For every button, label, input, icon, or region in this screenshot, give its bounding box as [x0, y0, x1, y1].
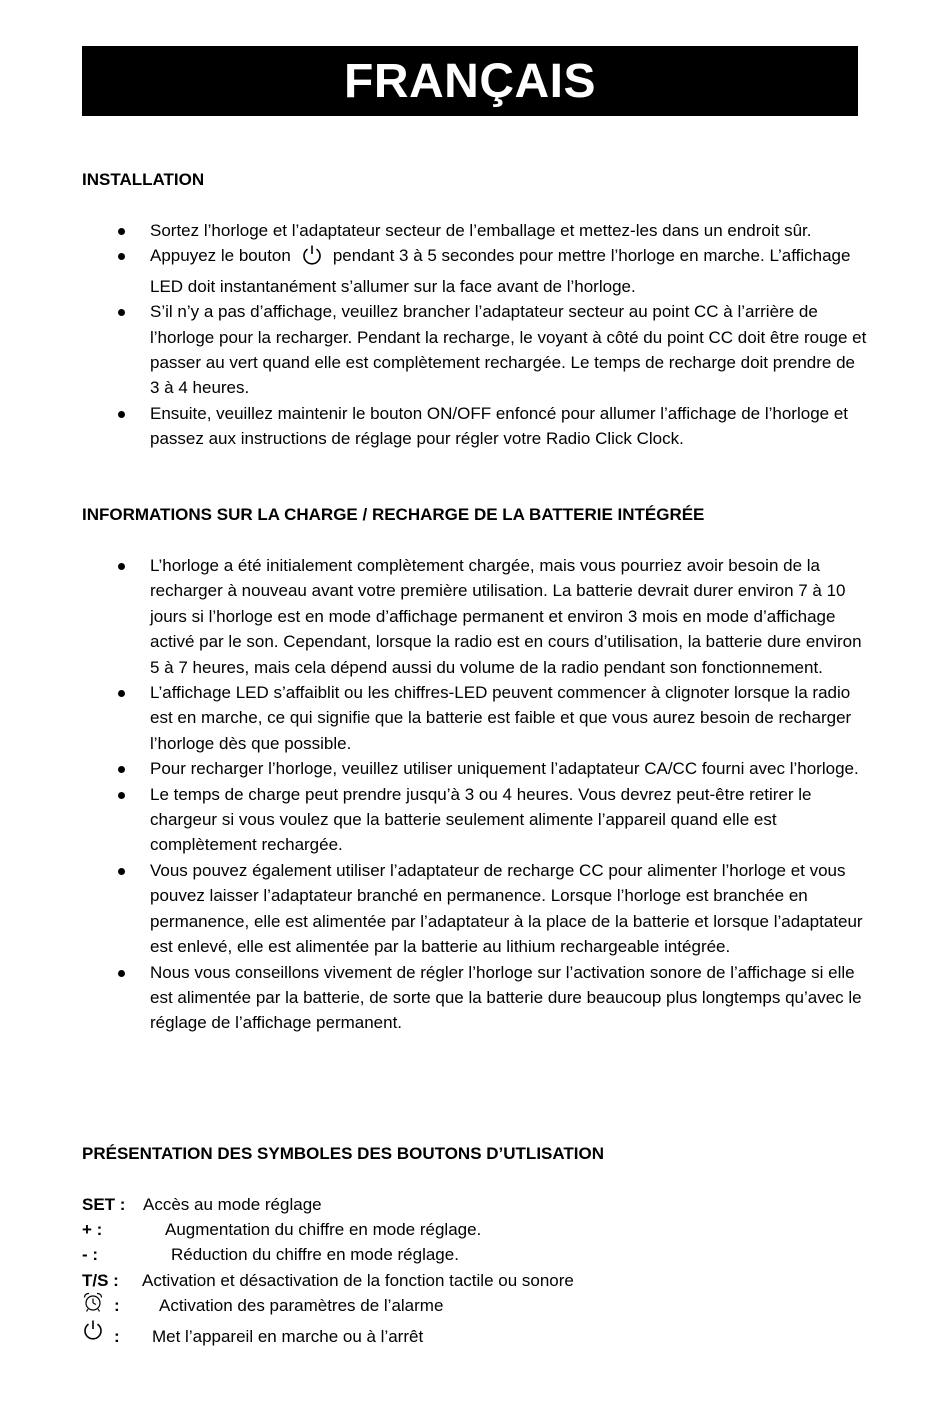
power-icon	[82, 1319, 104, 1347]
list-item: L’horloge a été initialement complètement chargée, mais vous pourriez avoir besoin de la recharger à nouveau avant votre première utilisation. La batterie devrait durer environ 7 à 10 jours si l’horloge est en mode d’affichage permanent et environ 3 mois en mode d’affichage activé par le son. Cependant, lorsque la radio est en cours d’utilisation, la batterie dure environ 5 à 7 heures, mais cela dépend aussi du volume de la radio pendant son fonctionnement.	[118, 553, 868, 680]
symbol-key: + :	[82, 1220, 103, 1239]
symbol-desc: Augmentation du chiffre en mode réglage.	[165, 1220, 482, 1239]
symbol-row-set	[82, 1194, 322, 1216]
list-item: L’affichage LED s’affaiblit ou les chiffres-LED peuvent commencer à clignoter lorsque la radio est en marche, ce qui signifie que la batterie est faible et que vous aurez besoin de recharger l’horloge dès que possible.	[118, 680, 868, 756]
item-text-after-icon: pendant 3 à 5 secondes pour mettre l’horloge en marche. L’affichage LED doit instantanément s’allumer sur la face avant de l’horloge.	[150, 246, 851, 296]
symbol-key: - :	[82, 1245, 99, 1264]
symbol-row-plus	[82, 1219, 482, 1241]
symbol-desc: Accès au mode réglage	[143, 1195, 322, 1214]
battery-heading: INFORMATIONS SUR LA CHARGE / RECHARGE DE LA BATTERIE INTÉGRÉE	[82, 505, 705, 524]
power-icon	[301, 244, 323, 273]
battery-list	[118, 553, 868, 1036]
title-banner	[82, 46, 858, 116]
list-item: S’il n’y a pas d’affichage, veuillez brancher l’adaptateur secteur au point CC à l’arrière de l’horloge pour la recharger. Pendant la recharge, le voyant à côté du point CC doit être rouge et passer au vert quand elle est complètement rechargée. Le temps de recharge doit prendre de 3 à 4 heures.	[118, 299, 868, 401]
installation-heading: INSTALLATION	[82, 170, 205, 189]
installation-list	[118, 218, 868, 452]
list-item: Ensuite, veuillez maintenir le bouton ON/OFF enfoncé pour allumer l’affichage de l’horloge et passez aux instructions de réglage pour régler votre Radio Click Clock.	[118, 401, 868, 452]
list-item: Pour recharger l’horloge, veuillez utiliser uniquement l’adaptateur CA/CC fourni avec l’horloge.	[118, 756, 868, 781]
symbol-desc: Réduction du chiffre en mode réglage.	[171, 1245, 459, 1264]
item-text-before-icon: Appuyez le bouton	[150, 246, 291, 266]
list-item	[118, 243, 868, 299]
list-item: Vous pouvez également utiliser l’adaptateur de recharge CC pour alimenter l’horloge et vous pouvez laisser l’adaptateur branché en permanence. Lorsque l’horloge est branchée en permanence, elle est alimentée par l’adaptateur à la place de la batterie et lorsque l’adaptateur est enlevé, elle est alimentée par la batterie au lithium rechargeable intégrée.	[118, 858, 868, 960]
symbol-key: :	[114, 1327, 120, 1346]
symbol-key: :	[114, 1296, 120, 1315]
symbol-row-minus	[82, 1244, 459, 1266]
symbol-desc: Activation et désactivation de la fonction tactile ou sonore	[142, 1271, 574, 1290]
symbol-key: SET :	[82, 1195, 126, 1214]
alarm-clock-icon	[82, 1291, 104, 1319]
symbol-desc: Met l’appareil en marche ou à l’arrêt	[152, 1327, 424, 1346]
symbol-desc: Activation des paramètres de l’alarme	[159, 1296, 444, 1315]
page-title: FRANÇAIS	[344, 54, 596, 108]
list-item: Sortez l’horloge et l’adaptateur secteur de l’emballage et mettez-les dans un endroit sûr.	[118, 218, 868, 243]
list-item: Nous vous conseillons vivement de régler l’horloge sur l’activation sonore de l’affichage si elle est alimentée par la batterie, de sorte que la batterie dure beaucoup plus longtemps qu’avec le réglage de l’affichage permanent.	[118, 960, 868, 1036]
list-item: Le temps de charge peut prendre jusqu’à 3 ou 4 heures. Vous devrez peut-être retirer le chargeur si vous voulez que la batterie seulement alimente l’appareil quand elle est complètement rechargée.	[118, 782, 868, 858]
symbols-heading: PRÉSENTATION DES SYMBOLES DES BOUTONS D’UTLISATION	[82, 1144, 605, 1163]
symbol-key: T/S :	[82, 1271, 119, 1290]
symbol-row-ts	[82, 1270, 574, 1292]
